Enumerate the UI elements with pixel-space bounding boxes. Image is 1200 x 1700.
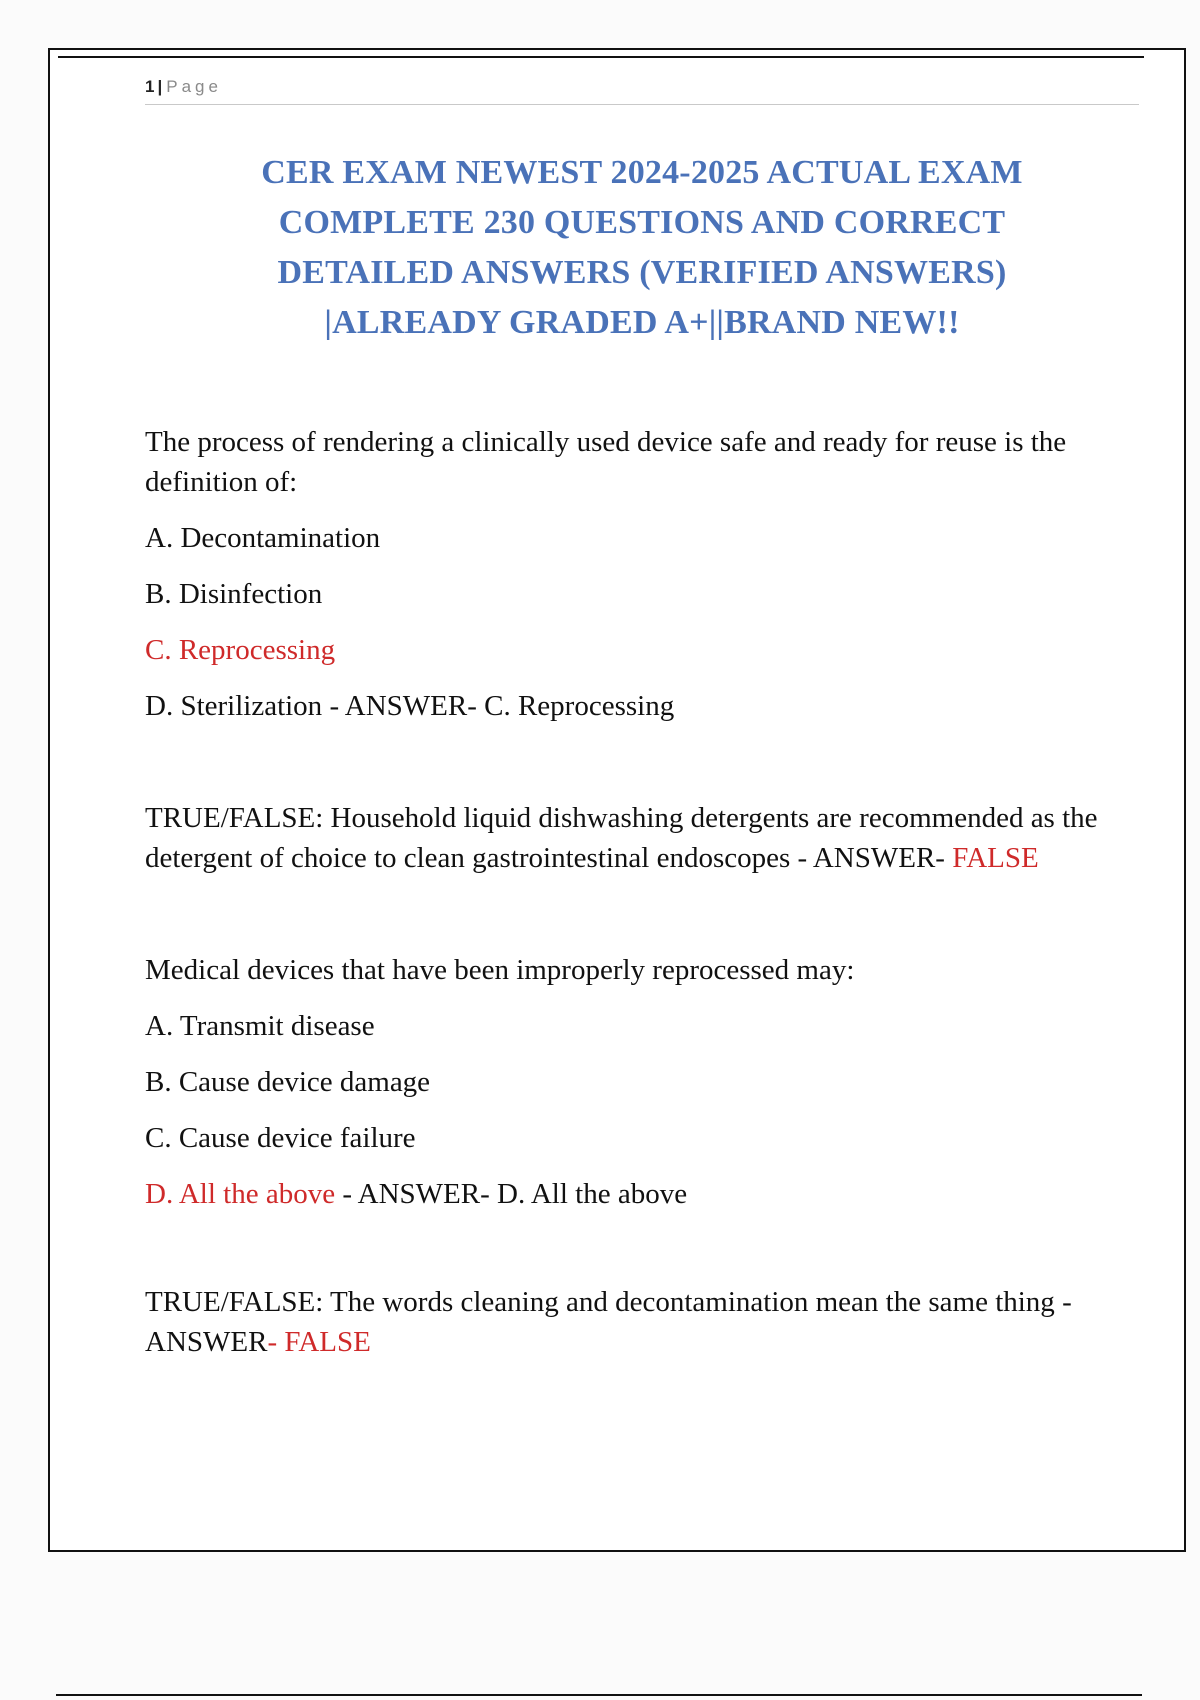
question-with-answer (145, 798, 1145, 878)
question-text: TRUE/FALSE: Household liquid dishwashing detergents are recommended as the detergent of choice to clean gastrointestinal endoscopes (145, 802, 1098, 874)
title-line-2: COMPLETE 230 QUESTIONS AND CORRECT (278, 204, 1006, 241)
answer-prefix: - ANSWER- (335, 1178, 497, 1210)
answer-prefix: - ANSWER- (790, 842, 953, 874)
question-with-answer (145, 1282, 1145, 1362)
question-block-3 (145, 950, 1145, 1214)
page-header (145, 74, 1139, 105)
document-title (145, 148, 1139, 348)
title-line-1: CER EXAM NEWEST 2024-2025 ACTUAL EXAM (261, 154, 1023, 191)
option-c: C. Cause device failure (145, 1122, 416, 1154)
questions-content (145, 422, 1145, 1362)
answer-text: - FALSE (267, 1326, 371, 1358)
title-line-4: |ALREADY GRADED A+||BRAND NEW!! (324, 304, 960, 341)
option-d-with-answer (145, 1174, 1145, 1214)
next-page-rule (56, 1694, 1142, 1696)
option-a: A. Decontamination (145, 522, 381, 554)
answer-text: FALSE (952, 842, 1039, 874)
option-b: B. Disinfection (145, 578, 323, 610)
page-number: 1 (145, 77, 155, 96)
answer-prefix: - ANSWER- (322, 690, 485, 722)
question-text: TRUE/FALSE: The words cleaning and decontamination mean the same thing (145, 1286, 1055, 1318)
header-separator: | (157, 77, 163, 96)
question-block-2 (145, 798, 1145, 878)
option-d-correct: D. All the above (145, 1178, 336, 1210)
option-d-with-answer (145, 686, 1145, 726)
question-text: Medical devices that have been improperly reprocessed may: (145, 954, 855, 986)
page-frame (48, 48, 1186, 1552)
top-rule (58, 56, 1144, 58)
option-c-correct: C. Reprocessing (145, 634, 336, 666)
option-a: A. Transmit disease (145, 1010, 375, 1042)
page-label: Page (166, 77, 222, 96)
question-text: The process of rendering a clinically used device safe and ready for reuse is the definition of: (145, 426, 1067, 498)
answer-text: C. Reprocessing (484, 690, 675, 722)
option-d: D. Sterilization (145, 690, 323, 722)
answer-prefix: - ANSWER (145, 1286, 1072, 1358)
question-block-4 (145, 1282, 1145, 1362)
answer-text: D. All the above (497, 1178, 688, 1210)
title-line-3: DETAILED ANSWERS (VERIFIED ANSWERS) (277, 254, 1007, 291)
option-b: B. Cause device damage (145, 1066, 431, 1098)
question-block-1 (145, 422, 1145, 726)
